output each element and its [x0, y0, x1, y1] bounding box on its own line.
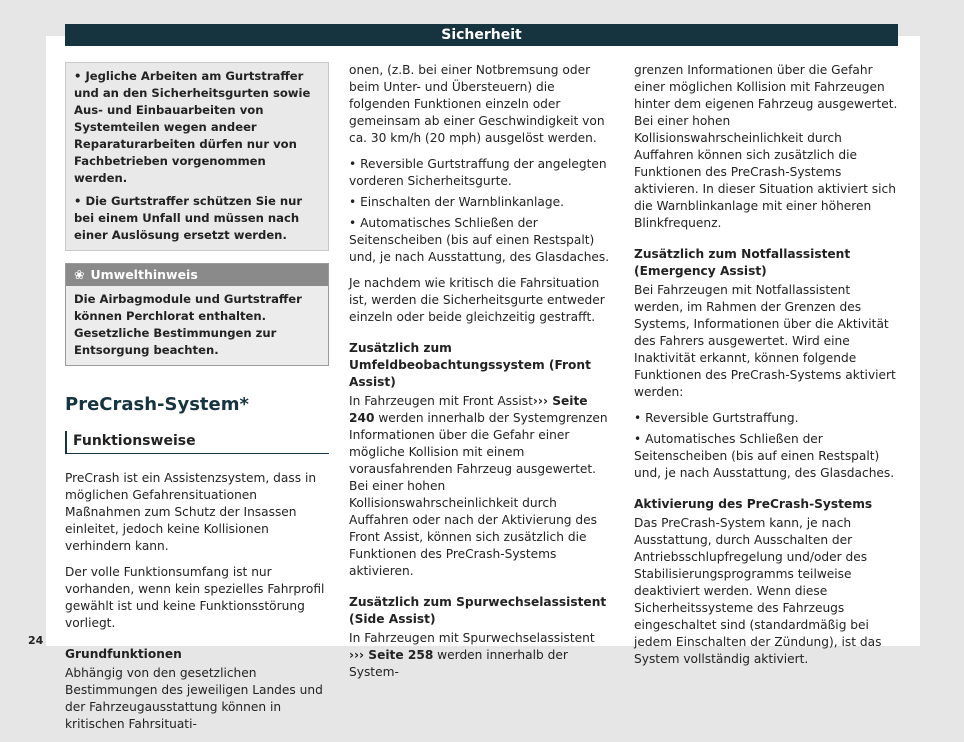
list-item: • Einschalten der Warnblinkanlage. — [349, 195, 564, 209]
paragraph: Der volle Funktionsumfang ist nur vorhanden, wenn kein spezielles Fahrprofil gewählt ist und keine Funktionsstörung vorliegt. — [65, 565, 325, 630]
heading: Zusätzlich zum Umfeldbeobachtungssystem (Front Assist) — [349, 341, 591, 389]
paragraph: Das PreCrash-System kann, je nach Ausstattung, durch Ausschalten der Antriebsschlupfregelung und/oder des Stabilisierungsprogramms teilweise deaktiviert werden. Wenn diese Sicherheitssysteme des Fahrzeugs eingeschaltet sind (standardmäßig bei jedem Einschalten der Zündung), ist das System vollständig aktiviert. — [634, 516, 882, 666]
heading: Zusätzlich zum Notfallassistent (Emergency Assist) — [634, 247, 851, 278]
list-item: • Automatisches Schließen der Seitenscheiben (bis auf einen Restspalt) und, je nach Ausstattung, des Glasdaches. — [349, 216, 610, 264]
section-header: Sicherheit — [65, 24, 898, 46]
paragraph: Bei Fahrzeugen mit Notfallassistent werden, im Rahmen der Grenzen des Systems, Informationen über die Aktivität des Fahrers ausgewertet. Wird eine Inaktivität erkannt, können folgende Funktionen des PreCrash-Systems aktiviert werden: — [634, 283, 896, 399]
paragraph: In Fahrzeugen mit Spurwechselassistent ››› Seite 258 werden innerhalb der System- — [349, 631, 595, 679]
paragraph: In Fahrzeugen mit Front Assist››› Seite 240 werden innerhalb der Systemgrenzen Informationen über die Gefahr einer mögliche Kollision mit einem vorausfahrenden Fahrzeug ausgewertet. Bei einer hohen Kollisionswahrscheinlichkeit durch Auffahren oder nach der Aktivierung des Front Assist, können sich zusätzlich die Funktionen des PreCrash-Systems aktivieren. — [349, 394, 608, 578]
paragraph: PreCrash ist ein Assistenzsystem, dass in möglichen Gefahrensituationen Maßnahmen zum Schutz der Insassen einleitet, jedoch keine Kollisionen verhindern kann. — [65, 471, 317, 553]
page-number: 24 — [28, 634, 44, 647]
page-reference-link[interactable]: ››› Seite 240 — [349, 394, 588, 425]
environment-note-title: Umwelthinweis — [90, 267, 198, 282]
subsection-title: Funktionsweise — [65, 431, 329, 454]
heading: Aktivierung des PreCrash-Systems — [634, 497, 873, 511]
environment-note-header — [66, 264, 328, 286]
page-reference-link[interactable]: ››› Seite 258 — [349, 648, 434, 662]
heading: Grundfunktionen — [65, 647, 182, 661]
paragraph: onen, (z.B. bei einer Notbremsung oder beim Unter- und Übersteuern) die folgenden Funktionen einzeln oder gemeinsam ab einer Geschwindigkeit von ca. 30 km/h (20 mph) ausgelöst werden. — [349, 63, 605, 145]
column-1 — [65, 62, 329, 742]
environment-note-text: Die Airbagmodule und Gurtstraffer können Perchlorat enthalten. Gesetzliche Bestimmungen zur Entsorgung beachten. — [74, 292, 302, 357]
warning-item: • Die Gurtstraffer schützen Sie nur bei einem Unfall und müssen nach einer Auslösung ersetzt werden. — [74, 194, 303, 242]
column-2 — [349, 62, 611, 690]
column-3 — [634, 62, 898, 677]
section-title: PreCrash-System* — [65, 394, 249, 415]
list-item: • Reversible Gurtstraffung der angelegten vorderen Sicherheitsgurte. — [349, 157, 607, 188]
list-item: • Automatisches Schließen der Seitenscheiben (bis auf einen Restspalt) und, je nach Ausstattung, des Glasdaches. — [634, 432, 895, 480]
environment-note-box — [65, 263, 329, 366]
warning-item: • Jegliche Arbeiten am Gurtstraffer und an den Sicherheitsgurten sowie Aus- und Einbauarbeiten von Systemteilen wegen andeer Reparaturarbeiten dürfen nur von Fachbetrieben vorgenommen werden. — [74, 69, 311, 185]
heading: Zusätzlich zum Spurwechselassistent (Side Assist) — [349, 595, 607, 626]
flower-icon: ❀ — [74, 267, 85, 282]
warning-box — [65, 62, 329, 251]
paragraph: Abhängig von den gesetzlichen Bestimmungen des jeweiligen Landes und der Fahrzeugausstattung können in kritischen Fahrsituati- — [65, 666, 323, 731]
paragraph: Je nachdem wie kritisch die Fahrsituation ist, werden die Sicherheitsgurte entweder einzeln oder beide gleichzeitig gestrafft. — [349, 276, 605, 324]
list-item: • Reversible Gurtstraffung. — [634, 411, 799, 425]
paragraph: grenzen Informationen über die Gefahr einer möglichen Kollision mit Fahrzeugen hinter dem eigenen Fahrzeug ausgewertet. Bei einer hohen Kollisionswahrscheinlichkeit durch Auffahren können sich zusätzlich die Funktionen des PreCrash-Systems aktivieren. In dieser Situation aktiviert sich die Warnblinkanlage mit einer höheren Blinkfrequenz. — [634, 63, 898, 230]
